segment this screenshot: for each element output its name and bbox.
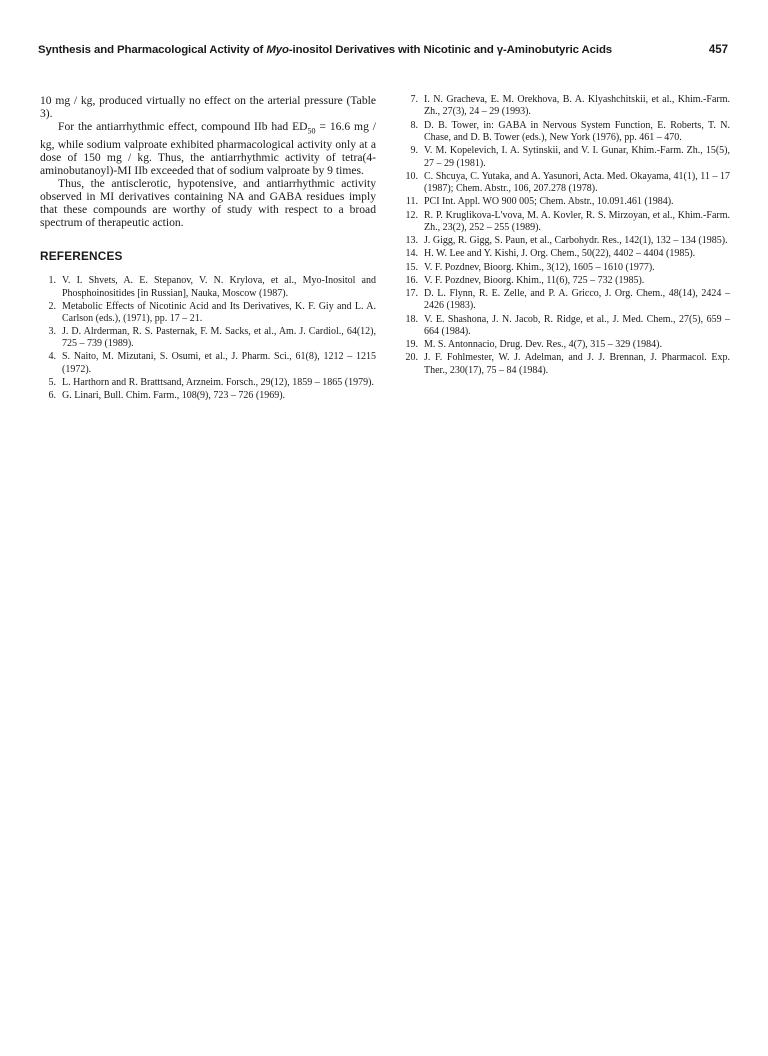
reference-number: 17. <box>405 288 418 300</box>
reference-number: 20. <box>405 352 418 364</box>
reference-text: I. N. Gracheva, E. M. Orekhova, B. A. Klyashchitskii, et al., Khim.-Farm. Zh., 27(3), 24 – 29 (1993). <box>424 94 730 118</box>
reference-number: 3. <box>48 326 56 338</box>
reference-item <box>400 196 730 208</box>
reference-item <box>400 275 730 287</box>
running-title-end: -inositol Derivatives with Nicotinic and γ-Aminobutyric Acids <box>288 44 613 56</box>
running-header <box>38 44 728 64</box>
reference-text: V. M. Kopelevich, I. A. Sytinskii, and V. I. Gunar, Khim.-Farm. Zh., 15(5), 27 – 29 (1981). <box>424 145 730 169</box>
left-column <box>40 94 376 403</box>
paragraph-3: Thus, the antisclerotic, hypotensive, and antiarrhythmic activity observed in MI derivatives containing NA and GABA residues imply that these compounds are worthy of study with respect to a broad spectrum of therapeutic action. <box>40 176 376 230</box>
reference-item <box>400 339 730 351</box>
reference-text: D. B. Tower, in: GABA in Nervous System Function, E. Roberts, T. N. Chase, and D. B. Tower (eds.), New York (1976), pp. 461 – 470. <box>424 119 730 144</box>
reference-text: G. Linari, Bull. Chim. Farm., 108(9), 723 – 726 (1969). <box>62 389 286 401</box>
reference-text: C. Shcuya, C. Yutaka, and A. Yasunori, Acta. Med. Okayama, 41(1), 11 – 17 (1987); Chem. Abstr., 106, 207.278 (1978). <box>424 170 730 195</box>
reference-text: D. L. Flynn, R. E. Zelle, and P. A. Gricco, J. Org. Chem., 48(14), 2424 – 2426 (1983). <box>424 288 730 312</box>
reference-number: 9. <box>410 145 418 157</box>
reference-number: 13. <box>405 235 418 247</box>
reference-text: V. E. Shashona, J. N. Jacob, R. Ridge, et al., J. Med. Chem., 27(5), 659 – 664 (1984). <box>424 313 730 338</box>
reference-text: J. F. Fohlmester, W. J. Adelman, and J. J. Brennan, J. Pharmacol. Exp. Ther., 230(17), 75 – 84 (1984). <box>424 352 730 376</box>
reference-item <box>40 377 376 389</box>
reference-item <box>40 390 376 402</box>
references-heading: REFERENCES <box>40 249 123 264</box>
reference-text: J. Gigg, R. Gigg, S. Paun, et al., Carbohydr. Res., 142(1), 132 – 134 (1985). <box>424 235 728 247</box>
reference-number: 7. <box>410 94 418 105</box>
running-title <box>38 44 612 56</box>
reference-number: 2. <box>48 300 56 312</box>
ed50-subscript: 50 <box>307 126 316 136</box>
reference-text: V. F. Pozdnev, Bioorg. Khim., 3(12), 1605 – 1610 (1977). <box>424 261 655 273</box>
reference-item <box>40 301 376 326</box>
reference-number: 6. <box>48 389 56 401</box>
reference-number: 10. <box>405 170 418 182</box>
reference-number: 19. <box>405 339 418 351</box>
reference-number: 4. <box>48 351 56 363</box>
running-title-start: Synthesis and Pharmacological Activity of <box>38 44 267 56</box>
reference-text: Metabolic Effects of Nicotinic Acid and Its Derivatives, K. F. Giy and L. A. Carlson (eds.), (1971), pp. 17 – 21. <box>62 300 376 325</box>
reference-number: 18. <box>405 313 418 325</box>
reference-item <box>400 235 730 247</box>
page-number: 457 <box>708 44 728 56</box>
paragraph-2-end: = 16.6 mg / kg, while sodium valproate exhibited pharmacological activity only at a dose of 150 mg / kg. Thus, the antiarrhythmic activity of tetra(4-aminobutanoyl)-MI IIb exceeded that of sodium valproate by 9 times. <box>40 120 376 177</box>
reference-item <box>40 275 376 300</box>
reference-item <box>400 288 730 313</box>
reference-text: H. W. Lee and Y. Kishi, J. Org. Chem., 50(22), 4402 – 4404 (1985). <box>424 248 696 260</box>
reference-list-right <box>400 94 730 377</box>
reference-text: S. Naito, M. Mizutani, S. Osumi, et al., J. Pharm. Sci., 61(8), 1212 – 1215 (1972). <box>62 351 376 375</box>
paragraph-2-start: For the antiarrhythmic effect, compound IIb had ED <box>58 120 308 134</box>
reference-item <box>400 314 730 339</box>
reference-text: M. S. Antonnacio, Drug. Dev. Res., 4(7), 315 – 329 (1984). <box>424 339 662 351</box>
reference-number: 1. <box>48 275 56 287</box>
reference-number: 5. <box>48 376 56 388</box>
reference-item <box>400 145 730 170</box>
paragraph-2 <box>40 120 376 177</box>
reference-text: R. P. Kruglikova-L'vova, M. A. Kovler, R. S. Mirzoyan, et al., Khim.-Farm. Zh., 23(2), 252 – 255 (1989). <box>424 209 730 234</box>
reference-item <box>400 248 730 260</box>
reference-item <box>40 326 376 351</box>
reference-text: PCI Int. Appl. WO 900 005; Chem. Abstr., 10.091.461 (1984). <box>424 196 674 208</box>
reference-number: 16. <box>405 274 418 286</box>
body-text <box>40 94 376 229</box>
paragraph-1: 10 mg / kg, produced virtually no effect on the arterial pressure (Table 3). <box>40 94 376 121</box>
reference-item <box>40 351 376 376</box>
reference-number: 15. <box>405 261 418 273</box>
reference-text: V. I. Shvets, A. E. Stepanov, V. N. Krylova, et al., Myo-Inositol and Phosphoinositides [in Russian], Nauka, Moscow (1987). <box>62 275 376 299</box>
running-title-italic: Myo <box>266 44 289 56</box>
reference-number: 12. <box>405 209 418 221</box>
reference-text: J. D. Alrderman, R. S. Pasternak, F. M. Sacks, et al., Am. J. Cardiol., 64(12), 725 – 739 (1989). <box>62 326 376 350</box>
right-column <box>400 94 730 378</box>
reference-item <box>400 352 730 377</box>
reference-number: 8. <box>410 119 418 131</box>
reference-text: L. Harthorn and R. Bratttsand, Arzneim. Forsch., 29(12), 1859 – 1865 (1979). <box>62 376 374 388</box>
reference-item <box>400 210 730 235</box>
reference-text: V. F. Pozdnev, Bioorg. Khim., 11(6), 725 – 732 (1985). <box>424 274 645 286</box>
reference-item <box>400 94 730 119</box>
reference-number: 11. <box>405 196 418 208</box>
reference-item <box>400 120 730 145</box>
reference-item <box>400 262 730 274</box>
reference-list-left <box>40 275 376 402</box>
reference-item <box>400 171 730 196</box>
reference-number: 14. <box>405 248 418 260</box>
